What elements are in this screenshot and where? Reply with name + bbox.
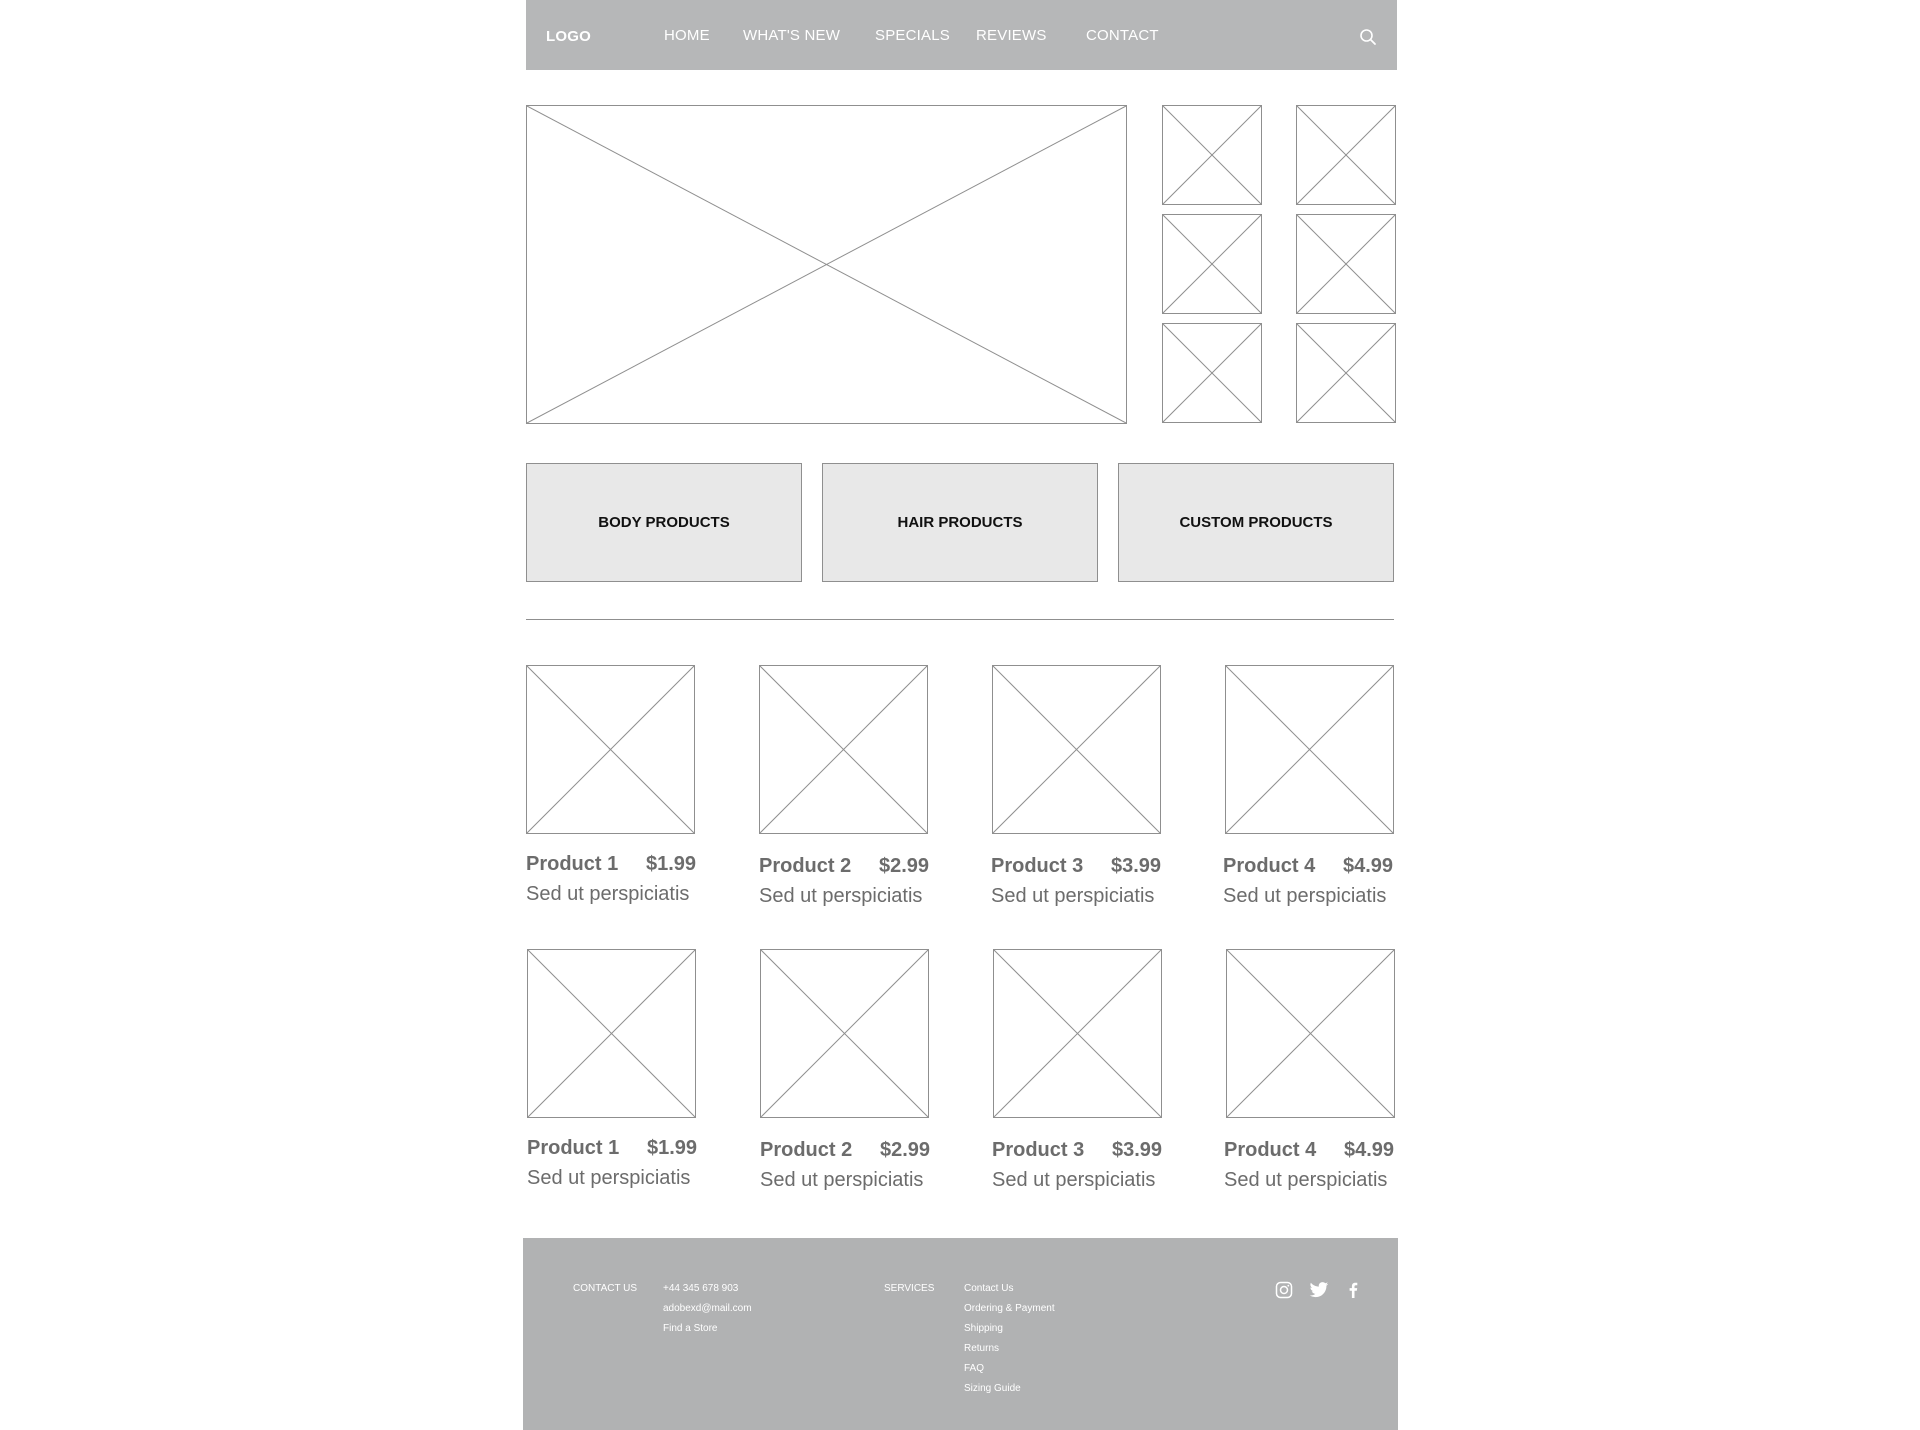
footer-link-shipping[interactable]: Shipping xyxy=(964,1323,1003,1334)
product-name[interactable]: Product 3 xyxy=(991,855,1084,877)
product-description: Sed ut perspiciatis xyxy=(526,883,690,905)
product-price: $3.99 xyxy=(1112,1139,1163,1161)
product-description: Sed ut perspiciatis xyxy=(1224,1169,1388,1191)
thumbnail-placeholder[interactable] xyxy=(1296,323,1396,423)
product-description: Sed ut perspiciatis xyxy=(992,1169,1156,1191)
footer-phone[interactable]: +44 345 678 903 xyxy=(663,1283,739,1294)
footer-link-contact-us[interactable]: Contact Us xyxy=(964,1283,1014,1294)
thumbnail-placeholder[interactable] xyxy=(1162,323,1262,423)
header xyxy=(526,0,1397,70)
product-description: Sed ut perspiciatis xyxy=(760,1169,924,1191)
product-image-placeholder[interactable] xyxy=(759,665,928,834)
nav-home[interactable]: HOME xyxy=(664,27,710,44)
footer-link-faq[interactable]: FAQ xyxy=(964,1363,985,1374)
thumbnail-placeholder[interactable] xyxy=(1162,105,1262,205)
thumbnail-placeholder[interactable] xyxy=(1296,214,1396,314)
thumbnail-placeholder[interactable] xyxy=(1162,214,1262,314)
product-name[interactable]: Product 1 xyxy=(526,853,619,875)
product-price: $1.99 xyxy=(646,853,697,875)
instagram-icon[interactable] xyxy=(1274,1280,1294,1300)
product-name[interactable]: Product 4 xyxy=(1223,855,1316,877)
category-body-products-button[interactable]: BODY PRODUCTS xyxy=(526,463,802,582)
product-price: $4.99 xyxy=(1343,855,1394,877)
product-name[interactable]: Product 4 xyxy=(1224,1139,1317,1161)
category-hair-products-button[interactable]: HAIR PRODUCTS xyxy=(822,463,1098,582)
category-custom-products-button[interactable]: CUSTOM PRODUCTS xyxy=(1118,463,1394,582)
product-image-placeholder[interactable] xyxy=(760,949,929,1118)
product-image-placeholder[interactable] xyxy=(1225,665,1394,834)
search-icon[interactable] xyxy=(1359,28,1377,46)
product-price: $2.99 xyxy=(879,855,930,877)
logo[interactable]: LOGO xyxy=(546,28,591,45)
product-image-placeholder[interactable] xyxy=(527,949,696,1118)
product-name[interactable]: Product 2 xyxy=(760,1139,853,1161)
footer-find-store-link[interactable]: Find a Store xyxy=(663,1323,718,1334)
product-price: $3.99 xyxy=(1111,855,1162,877)
nav-reviews[interactable]: REVIEWS xyxy=(976,27,1047,44)
twitter-icon[interactable] xyxy=(1309,1280,1329,1300)
nav-whats-new[interactable]: WHAT'S NEW xyxy=(743,27,841,44)
section-divider xyxy=(526,619,1394,620)
facebook-icon[interactable] xyxy=(1343,1280,1363,1300)
product-image-placeholder[interactable] xyxy=(992,665,1161,834)
product-price: $4.99 xyxy=(1344,1139,1395,1161)
product-image-placeholder[interactable] xyxy=(993,949,1162,1118)
footer-link-returns[interactable]: Returns xyxy=(964,1343,1000,1354)
product-description: Sed ut perspiciatis xyxy=(1223,885,1387,907)
product-image-placeholder[interactable] xyxy=(526,665,695,834)
footer-services-heading: SERVICES xyxy=(884,1283,935,1294)
nav-contact[interactable]: CONTACT xyxy=(1086,27,1159,44)
thumbnail-placeholder[interactable] xyxy=(1296,105,1396,205)
product-name[interactable]: Product 2 xyxy=(759,855,852,877)
product-price: $1.99 xyxy=(647,1137,698,1159)
product-description: Sed ut perspiciatis xyxy=(759,885,923,907)
product-price: $2.99 xyxy=(880,1139,931,1161)
footer-contact-heading: CONTACT US xyxy=(573,1283,638,1294)
product-description: Sed ut perspiciatis xyxy=(991,885,1155,907)
hero-image-placeholder xyxy=(526,105,1127,424)
footer xyxy=(523,1238,1398,1430)
footer-email-link[interactable]: adobexd@mail.com xyxy=(663,1303,752,1314)
nav-specials[interactable]: SPECIALS xyxy=(875,27,950,44)
footer-link-ordering-payment[interactable]: Ordering & Payment xyxy=(964,1303,1055,1314)
product-name[interactable]: Product 3 xyxy=(992,1139,1085,1161)
product-image-placeholder[interactable] xyxy=(1226,949,1395,1118)
product-description: Sed ut perspiciatis xyxy=(527,1167,691,1189)
product-name[interactable]: Product 1 xyxy=(527,1137,620,1159)
footer-link-sizing-guide[interactable]: Sizing Guide xyxy=(964,1383,1021,1394)
